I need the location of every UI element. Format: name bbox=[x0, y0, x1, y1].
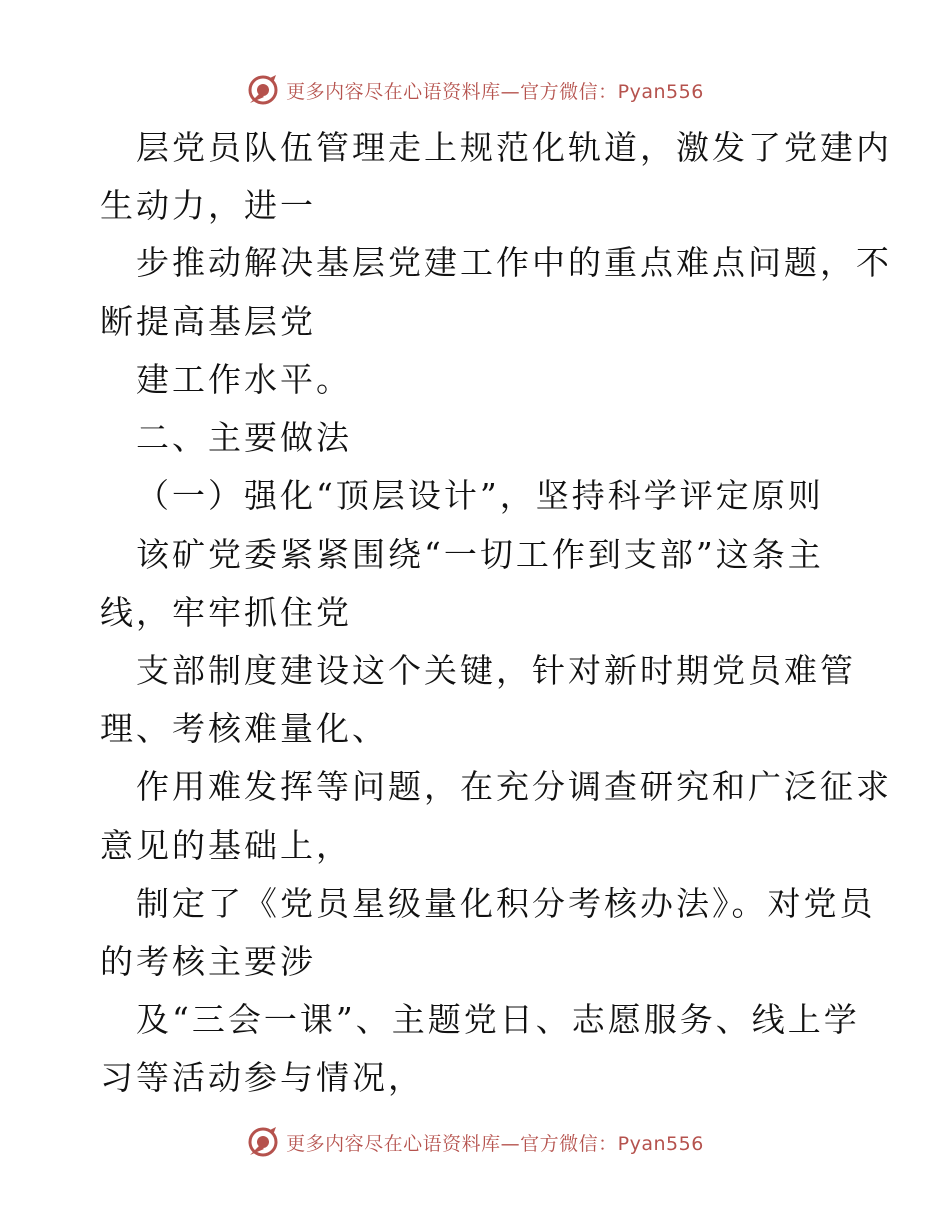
footer-banner-text: 更多内容尽在心语资料库—官方微信：Pyan556 bbox=[286, 1132, 704, 1155]
subsection-heading: （一）强化“顶层设计”，坚持科学评定原则 bbox=[136, 476, 824, 515]
text-line: 理、考核难量化、 bbox=[100, 709, 388, 748]
section-heading: 二、主要做法 bbox=[136, 418, 352, 457]
text-line: 支部制度建设这个关键，针对新时期党员难管 bbox=[136, 651, 856, 690]
pen-logo-icon bbox=[246, 1125, 280, 1159]
header-banner-text: 更多内容尽在心语资料库—官方微信：Pyan556 bbox=[286, 80, 704, 103]
text-line: 层党员队伍管理走上规范化轨道，激发了党建内 bbox=[136, 128, 892, 167]
text-line: 建工作水平。 bbox=[136, 360, 352, 399]
text-line: 步推动解决基层党建工作中的重点难点问题，不 bbox=[136, 243, 892, 282]
text-line: 习等活动参与情况， bbox=[100, 1058, 424, 1097]
text-line: 作用难发挥等问题，在充分调查研究和广泛征求 bbox=[136, 767, 892, 806]
text-line: 生动力，进一 bbox=[100, 186, 316, 225]
text-line: 的考核主要涉 bbox=[100, 942, 316, 981]
text-line: 该矿党委紧紧围绕“一切工作到支部”这条主 bbox=[136, 535, 824, 574]
text-line: 制定了《党员星级量化积分考核办法》。对党员 bbox=[136, 884, 876, 923]
footer-banner bbox=[0, 1122, 950, 1162]
text-line: 意见的基础上， bbox=[100, 826, 352, 865]
text-line: 线，牢牢抓住党 bbox=[100, 593, 352, 632]
text-line: 及“三会一课”、主题党日、志愿服务、线上学 bbox=[136, 1000, 860, 1039]
pen-logo-icon bbox=[246, 73, 280, 107]
header-banner bbox=[0, 70, 950, 110]
text-line: 断提高基层党 bbox=[100, 302, 316, 341]
